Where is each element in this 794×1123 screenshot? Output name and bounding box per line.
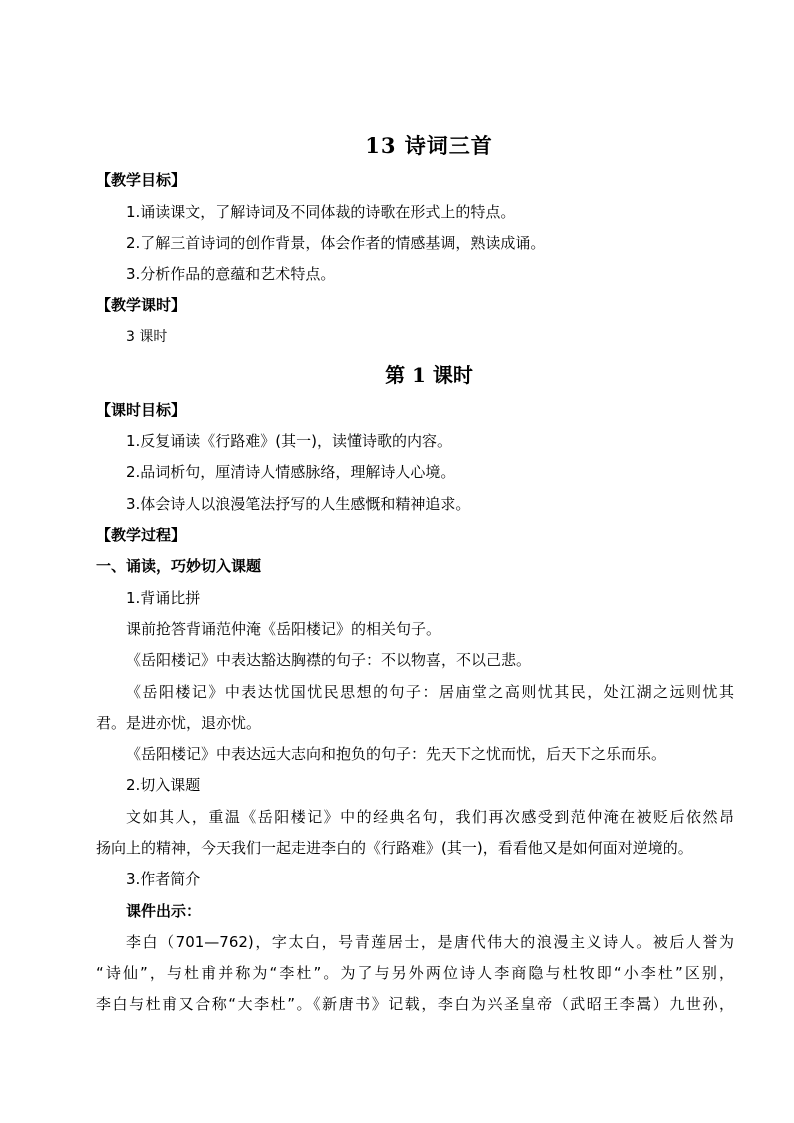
step-heading: 2.切入课题 — [126, 776, 201, 794]
step-heading: 3.作者简介 — [126, 870, 201, 888]
paragraph: 《岳阳楼记》中表达豁达胸襟的句子：不以物喜，不以己悲。 — [126, 651, 532, 669]
paragraph: 课前抢答背诵范仲淹《岳阳楼记》的相关句子。 — [126, 620, 442, 638]
paragraph: 《岳阳楼记》中表达忧国忧民思想的句子：居庙堂之高则忧其民，处江湖之远则忧其 — [126, 683, 734, 701]
paragraph: 《岳阳楼记》中表达远大志向和抱负的句子：先天下之忧而忧，后天下之乐而乐。 — [126, 745, 667, 763]
teaching-hours-value: 3 课时 — [126, 329, 168, 345]
objective-item: 1.诵读课文，了解诗词及不同体裁的诗歌在形式上的特点。 — [126, 203, 516, 221]
step-heading: 1.背诵比拼 — [126, 589, 201, 607]
heading-teaching-hours: 【教学课时】 — [96, 296, 187, 314]
paragraph-continued: 君。是进亦忧，退亦忧。 — [96, 714, 262, 732]
section-heading: 一、诵读，巧妙切入课题 — [96, 557, 262, 575]
heading-teaching-process: 【教学过程】 — [96, 526, 187, 544]
heading-lesson-objectives: 【课时目标】 — [96, 401, 187, 419]
doc-title: 13 诗词三首 — [365, 133, 493, 158]
paragraph-continued: 李白与杜甫又合称“大李杜”。《新唐书》记载，李白为兴圣皇帝（武昭王李暠）九世孙， — [96, 995, 734, 1013]
paragraph-continued: “诗仙”，与杜甫并称为“李杜”。为了与另外两位诗人李商隐与杜牧即“小李杜”区别， — [96, 964, 734, 982]
lesson-title: 第 1 课时 — [385, 363, 473, 387]
objective-item: 3.分析作品的意蕴和艺术特点。 — [126, 265, 336, 283]
objective-item: 2.了解三首诗词的创作背景，体会作者的情感基调，熟读成诵。 — [126, 234, 546, 252]
paragraph: 文如其人，重温《岳阳楼记》中的经典名句，我们再次感受到范仲淹在被贬后依然昂 — [126, 808, 734, 826]
lesson-objective-item: 1.反复诵读《行路难》(其一)，读懂诗歌的内容。 — [126, 432, 453, 450]
lesson-objective-item: 3.体会诗人以浪漫笔法抒写的人生感慨和精神追求。 — [126, 495, 471, 513]
lesson-objective-item: 2.品词析句，厘清诗人情感脉络，理解诗人心境。 — [126, 463, 456, 481]
heading-teaching-objectives: 【教学目标】 — [96, 171, 187, 189]
paragraph: 李白（701—762)，字太白，号青莲居士，是唐代伟大的浪漫主义诗人。被后人誉为 — [126, 933, 734, 951]
paragraph-continued: 扬向上的精神，今天我们一起走进李白的《行路难》(其一)，看看他又是如何面对逆境的。 — [96, 839, 693, 857]
courseware-label: 课件出示： — [126, 902, 202, 920]
